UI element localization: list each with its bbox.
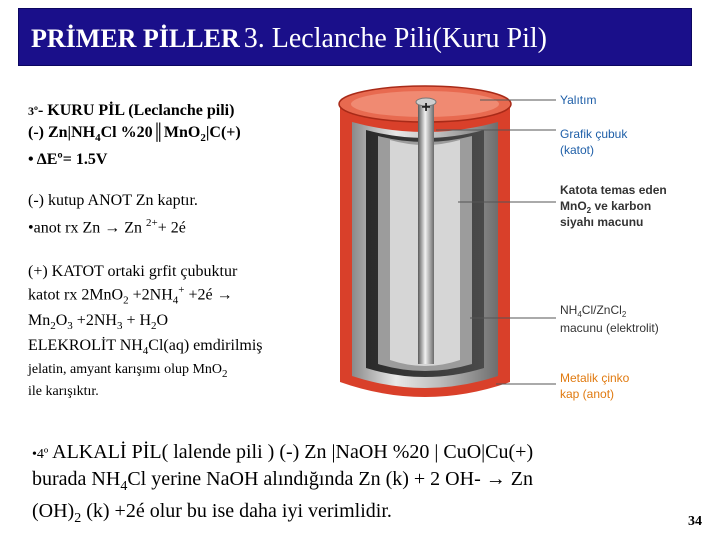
label-insulation: Yalıtım xyxy=(560,93,597,107)
label-contact3: siyahı macunu xyxy=(560,215,644,229)
graphite-rod xyxy=(418,102,434,364)
cell-sub: 2 xyxy=(200,132,206,145)
rx-sub: 3 xyxy=(116,319,123,332)
cathode-line2 xyxy=(28,281,263,311)
alk-sub: 2 xyxy=(74,511,82,526)
cathode-line1: (+) KATOT ortaki grfit çubuktur xyxy=(28,263,238,280)
leclanche-heading xyxy=(28,100,241,122)
electrolyte-part: Cl(aq) emdirilmiş xyxy=(148,336,263,354)
label-zinc1: Metalik çinko xyxy=(560,371,630,385)
rx-sub: 4 xyxy=(172,294,179,307)
rx-sub: 2 xyxy=(151,319,157,332)
title-bold: PRİMER PİLLER xyxy=(31,24,240,53)
rx-part: +2NH xyxy=(72,311,117,329)
anode-block xyxy=(28,190,198,239)
page-number: 34 xyxy=(688,514,702,529)
label-zinc2: kap (anot) xyxy=(560,387,615,401)
paste-sub: 4 xyxy=(577,310,582,319)
rx-part: +2é → xyxy=(184,286,233,304)
contact-part: MnO xyxy=(560,199,587,213)
leclanche-heading-text: - KURU PİL (Leclanche pili) xyxy=(37,102,235,119)
anode-line1: (-) kutup ANOT Zn kaptır. xyxy=(28,192,198,209)
cell-part: (-) Zn|NH xyxy=(28,124,96,141)
rx-part: O xyxy=(55,311,68,329)
electrolyte-sub: 2 xyxy=(222,367,228,380)
alk-part: Cl yerine NaOH alındığında Zn (k) + 2 OH- → Zn xyxy=(127,468,533,490)
leclanche-potential: • ΔEº= 1.5V xyxy=(28,151,108,169)
cell-part: |C(+) xyxy=(205,124,241,141)
cathode-block xyxy=(28,262,263,400)
title-rest: 3. Leclanche Pili(Kuru Pil) xyxy=(243,23,548,54)
contact-part: ve karbon xyxy=(591,199,652,213)
electrolyte-part: ELEKROLİT NH xyxy=(28,336,143,354)
alkaline-line1 xyxy=(32,440,533,467)
paste-sub: 2 xyxy=(621,310,627,319)
leclanche-cell xyxy=(28,122,241,149)
label-cathode: (katot) xyxy=(560,143,595,157)
alk-part: (OH) xyxy=(32,500,75,522)
rx-part: + H xyxy=(122,311,152,329)
alkaline-cell: (-) Zn |NaOH %20 | CuO|Cu(+) xyxy=(279,441,534,463)
rx-sup: + xyxy=(178,284,185,296)
cathode-line5 xyxy=(28,361,263,383)
alk-part: burada NH xyxy=(32,468,121,490)
alkaline-line2 xyxy=(32,467,533,499)
rx-part: Mn xyxy=(28,311,51,329)
cathode-line4 xyxy=(28,336,263,361)
electrolyte-sub: 4 xyxy=(142,344,149,357)
slide-title xyxy=(31,23,547,55)
cell-part: Cl %20║MnO xyxy=(100,124,201,141)
anode-rx-end: + 2é xyxy=(157,219,186,237)
label-contact2 xyxy=(560,199,651,215)
alkaline-num: 4º xyxy=(36,447,49,462)
label-paste2: macunu (elektrolit) xyxy=(560,321,659,335)
anode-line2 xyxy=(28,212,198,239)
anode-charge: 2+ xyxy=(146,217,158,229)
bullet: • xyxy=(32,447,37,462)
rx-sub: 3 xyxy=(67,319,73,332)
cathode-line6: ile karışıktır. xyxy=(28,383,99,399)
paste-part: NH xyxy=(560,303,578,317)
leclanche-num: 3º xyxy=(28,104,38,118)
alk-sub: 4 xyxy=(120,479,128,494)
anode-rx: •anot rx Zn → Zn xyxy=(28,219,147,237)
rx-sub: 2 xyxy=(50,319,56,332)
label-graphite: Grafik çubuk xyxy=(560,127,628,141)
label-paste1 xyxy=(560,303,627,319)
leclanche-block xyxy=(28,100,241,170)
contact-sub: 2 xyxy=(586,206,592,215)
rx-part: +2NH xyxy=(128,286,173,304)
alkaline-heading: ALKALİ PİL( lalende pili ) xyxy=(48,441,280,463)
cell-sub: 4 xyxy=(95,132,101,145)
alk-part: (k) +2é olur bu ise daha iyi verimlidir. xyxy=(81,500,392,522)
plus-sign: + xyxy=(421,99,431,116)
rx-part: katot rx 2MnO xyxy=(28,286,124,304)
electrolyte-part: jelatin, amyant karışımı olup MnO xyxy=(28,361,223,377)
title-bar xyxy=(18,8,692,66)
cathode-line3 xyxy=(28,311,263,336)
alkaline-block xyxy=(32,440,533,531)
paste-part: Cl/ZnCl xyxy=(581,303,622,317)
rx-sub: 2 xyxy=(123,294,129,307)
battery-diagram xyxy=(330,82,712,412)
label-contact1: Katota temas eden xyxy=(560,183,667,197)
alkaline-line3 xyxy=(32,499,533,531)
rx-part: O xyxy=(156,311,169,329)
